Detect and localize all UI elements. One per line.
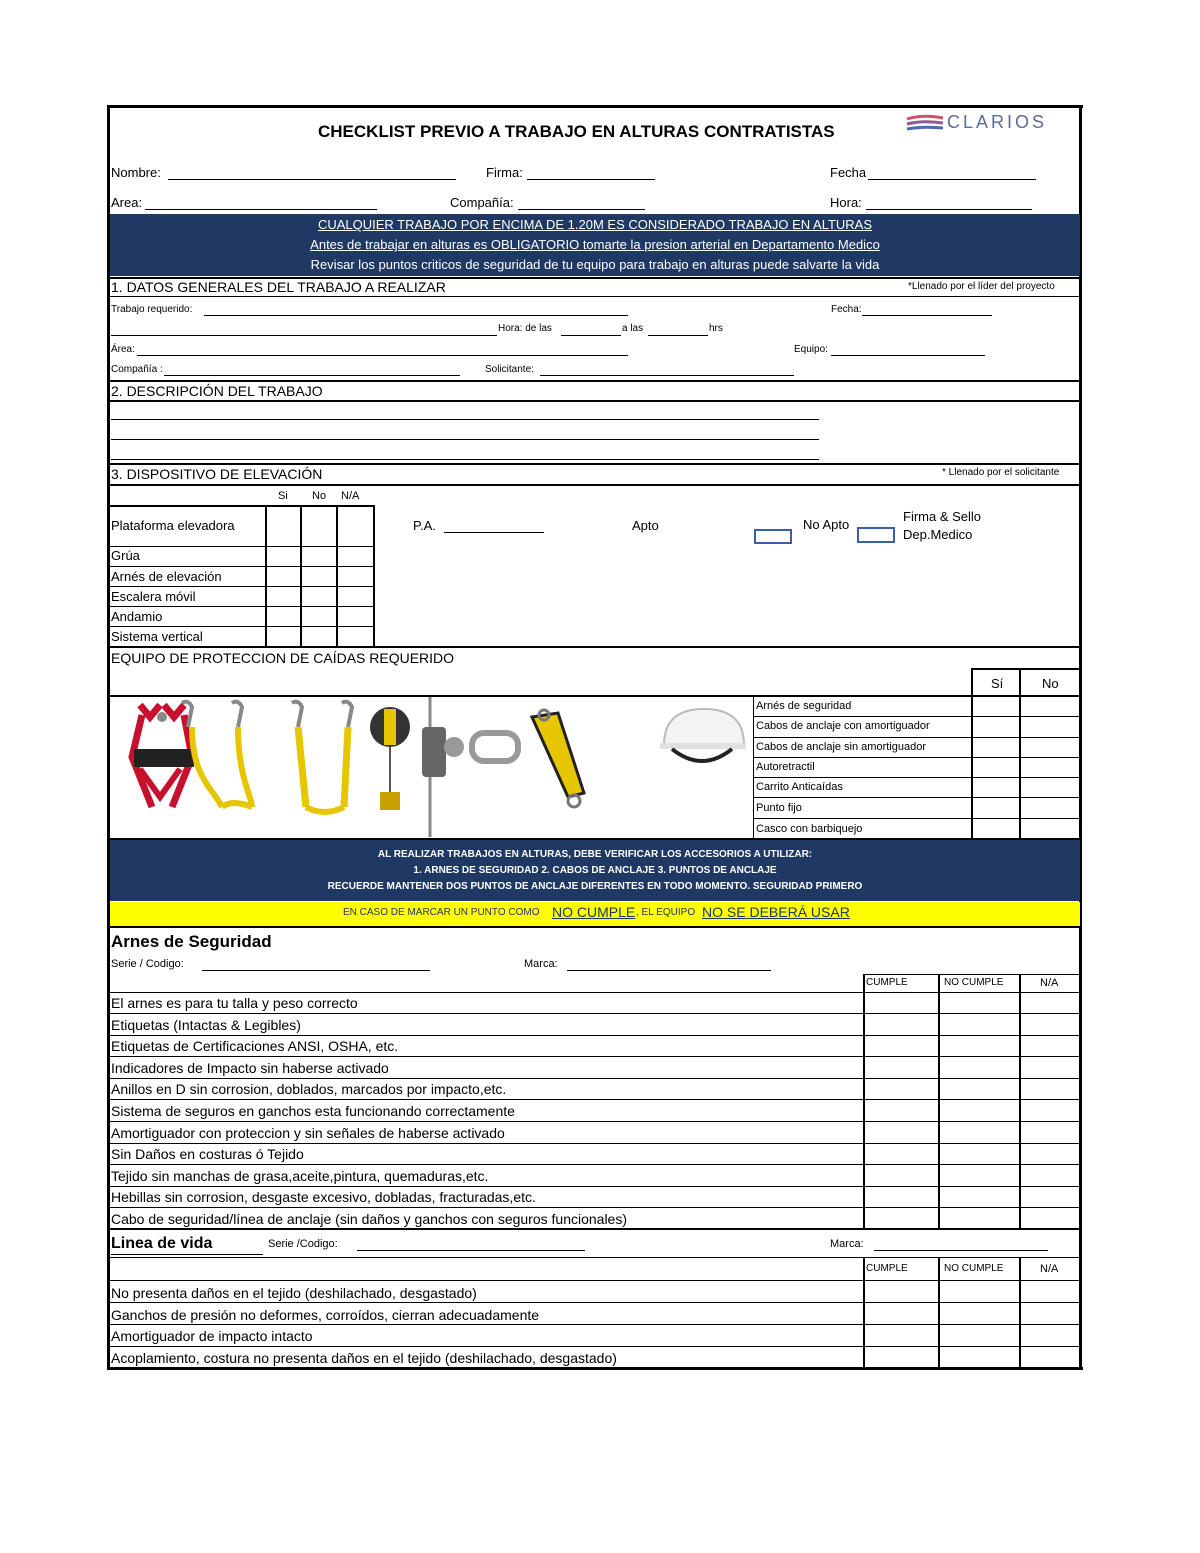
elev-item-plataforma: Plataforma elevadora bbox=[111, 518, 235, 533]
divider bbox=[107, 926, 1082, 928]
linea-col-no-cumple: NO CUMPLE bbox=[944, 1263, 1004, 1274]
equipo-item-arnes: Arnés de seguridad bbox=[756, 700, 852, 712]
divider bbox=[110, 546, 374, 547]
divider bbox=[1019, 1257, 1021, 1368]
elev-item-grua: Grúa bbox=[111, 548, 140, 563]
arnes-item: Anillos en D sin corrosion, doblados, marcados por impacto,etc. bbox=[111, 1081, 507, 1097]
divider bbox=[373, 505, 375, 646]
clarios-logo-text: CLARIOS bbox=[947, 112, 1048, 132]
firma-field[interactable] bbox=[527, 179, 655, 180]
arnes-item: El arnes es para tu talla y peso correcto bbox=[111, 995, 358, 1011]
divider bbox=[753, 777, 1081, 778]
fecha-field[interactable] bbox=[868, 179, 1036, 180]
arnes-item: Etiquetas de Certificaciones ANSI, OSHA, etc. bbox=[111, 1038, 399, 1054]
fall-protection-equipment-illustration bbox=[112, 697, 752, 837]
linea-col-na: N/A bbox=[1040, 1263, 1059, 1275]
hora-de-label: Hora: de las bbox=[498, 323, 552, 334]
arnes-item: Etiquetas (Intactas & Legibles) bbox=[111, 1017, 301, 1033]
linea-serie-label: Serie /Codigo: bbox=[268, 1238, 338, 1250]
divider bbox=[971, 696, 973, 838]
linea-item: Amortiguador de impacto intacto bbox=[111, 1328, 313, 1344]
nombre-field[interactable] bbox=[168, 179, 456, 180]
warning-mid: , EL EQUIPO bbox=[636, 907, 696, 918]
arnes-item: Amortiguador con proteccion y sin señales de haberse activado bbox=[111, 1125, 505, 1141]
arnes-col-cumple: CUMPLE bbox=[866, 977, 908, 988]
form-border-left bbox=[107, 105, 110, 1370]
banner2-line-1: AL REALIZAR TRABAJOS EN ALTURAS, DEBE VERIFICAR LOS ACCESORIOS A UTILIZAR: bbox=[377, 849, 813, 860]
elev-item-sistema: Sistema vertical bbox=[111, 629, 203, 644]
firma-sello-label: Firma & Sello bbox=[903, 509, 982, 524]
rope-grab-icon bbox=[422, 697, 464, 837]
banner-line-3: Revisar los puntos criticos de seguridad de tu equipo para trabajo en alturas puede salvarte la vida bbox=[310, 257, 880, 272]
clarios-logo-icon bbox=[905, 113, 945, 133]
divider bbox=[107, 463, 1082, 465]
divider bbox=[107, 296, 1082, 297]
banner-line-1: CUALQUIER TRABAJO POR ENCIMA DE 1.20M ES CONSIDERADO TRABAJO EN ALTURAS bbox=[317, 217, 873, 232]
divider bbox=[110, 606, 374, 607]
hrs-label: hrs bbox=[709, 323, 723, 334]
nombre-label: Nombre: bbox=[111, 165, 161, 180]
divider bbox=[107, 484, 1082, 486]
divider bbox=[863, 1257, 865, 1368]
elev-item-escalera: Escalera móvil bbox=[111, 589, 196, 604]
equipo-item-cabos-sin: Cabos de anclaje sin amortiguador bbox=[756, 741, 926, 753]
section3-title: 3. DISPOSITIVO DE ELEVACIÓN bbox=[111, 466, 323, 482]
banner2-line-3: RECUERDE MANTENER DOS PUNTOS DE ANCLAJE DIFERENTES EN TODO MOMENTO. SEGURIDAD PRIMERO bbox=[327, 881, 863, 892]
divider bbox=[336, 505, 338, 646]
linea-marca-label: Marca: bbox=[830, 1238, 864, 1250]
arnes-serie-field[interactable] bbox=[202, 970, 430, 971]
linea-item: Ganchos de presión no deformes, corroídos, cierran adecuadamente bbox=[111, 1307, 540, 1323]
equipo-item-casco: Casco con barbiquejo bbox=[756, 823, 863, 835]
elev-col-no: No bbox=[312, 490, 327, 502]
divider bbox=[753, 696, 754, 838]
hora-de-field[interactable] bbox=[561, 335, 621, 336]
linea-item: Acoplamiento, costura no presenta daños en el tejido (deshilachado, desgastado) bbox=[111, 1350, 617, 1366]
divider bbox=[1019, 696, 1021, 838]
divider bbox=[110, 1143, 1081, 1144]
warning-no-cumple: NO CUMPLE bbox=[552, 904, 636, 920]
divider bbox=[107, 1228, 1082, 1230]
banner-line-2: Antes de trabajar en alturas es OBLIGATORIO tomarte la presion arterial en Departamento Medico bbox=[310, 237, 880, 252]
trabajo-field-2[interactable] bbox=[111, 335, 497, 336]
section1-title: 1. DATOS GENERALES DEL TRABAJO A REALIZAR bbox=[111, 279, 446, 295]
section2-title: 2. DESCRIPCIÓN DEL TRABAJO bbox=[111, 383, 323, 399]
divider bbox=[110, 1302, 1081, 1303]
elev-col-si: Si bbox=[278, 490, 288, 502]
pa-label: P.A. bbox=[413, 518, 436, 533]
apto-checkbox[interactable] bbox=[754, 529, 792, 544]
section3-note: * Llenado por el solicitante bbox=[942, 467, 1060, 478]
arnes-title: Arnes de Seguridad bbox=[111, 932, 272, 951]
no-cumple-warning bbox=[110, 902, 1080, 926]
linea-marca-field[interactable] bbox=[874, 1250, 1048, 1251]
divider bbox=[971, 668, 1082, 670]
area-field[interactable] bbox=[145, 209, 377, 210]
equipo-item-carrito: Carrito Anticaídas bbox=[756, 781, 843, 793]
form-border-bottom bbox=[107, 1367, 1083, 1370]
divider bbox=[753, 737, 1081, 738]
descripcion-line-1[interactable] bbox=[111, 419, 819, 420]
linea-col-cumple: CUMPLE bbox=[866, 1263, 908, 1274]
no-apto-label: No Apto bbox=[803, 517, 850, 532]
a-las-label: a las bbox=[622, 323, 644, 334]
divider bbox=[110, 1078, 1081, 1079]
arnes-item: Hebillas sin corrosion, desgaste excesivo, dobladas, fracturadas,etc. bbox=[111, 1189, 536, 1205]
trabajo-label: Trabajo requerido: bbox=[111, 304, 193, 315]
carabiner-icon bbox=[472, 733, 518, 761]
divider bbox=[110, 1013, 1081, 1014]
equipo-field[interactable] bbox=[831, 355, 985, 356]
equipo-col-no: No bbox=[1042, 676, 1059, 691]
arnes-serie-label: Serie / Codigo: bbox=[111, 958, 184, 970]
divider bbox=[753, 818, 1081, 819]
divider bbox=[110, 992, 1081, 993]
divider bbox=[265, 505, 267, 646]
divider bbox=[864, 974, 1081, 975]
equipo-item-cabos-con: Cabos de anclaje con amortiguador bbox=[756, 720, 930, 732]
divider bbox=[110, 505, 374, 507]
compania-field[interactable] bbox=[518, 209, 645, 210]
divider bbox=[107, 646, 1082, 648]
divider bbox=[753, 797, 1081, 798]
fecha1-label: Fecha: bbox=[831, 304, 862, 315]
divider bbox=[110, 1257, 1081, 1258]
compania1-label: Compañía : bbox=[111, 364, 163, 375]
equipo-item-autoretractil: Autoretractil bbox=[756, 761, 815, 773]
divider bbox=[753, 757, 1081, 758]
divider bbox=[107, 400, 1082, 402]
arnes-item: Indicadores de Impacto sin haberse activado bbox=[111, 1060, 389, 1076]
a-las-field[interactable] bbox=[648, 335, 708, 336]
self-retracting-lifeline-icon bbox=[370, 707, 410, 810]
arnes-marca-field[interactable] bbox=[567, 970, 771, 971]
area1-label: Área: bbox=[111, 344, 135, 355]
divider bbox=[110, 1164, 1081, 1165]
divider bbox=[110, 566, 374, 567]
compania1-field[interactable] bbox=[164, 375, 460, 376]
helmet-icon bbox=[660, 709, 746, 761]
divider bbox=[753, 716, 1081, 717]
linea-item: No presenta daños en el tejido (deshilachado, desgastado) bbox=[111, 1285, 477, 1301]
pa-field[interactable] bbox=[444, 532, 544, 533]
compania-label: Compañía: bbox=[450, 195, 514, 210]
solicitante-label: Solicitante: bbox=[485, 364, 534, 375]
divider bbox=[110, 1186, 1081, 1187]
banner2-line-2: 1. ARNES DE SEGURIDAD 2. CABOS DE ANCLAJE 3. PUNTOS DE ANCLAJE bbox=[413, 865, 777, 876]
warning-pre: EN CASO DE MARCAR UN PUNTO COMO bbox=[343, 907, 540, 918]
elev-col-na: N/A bbox=[341, 490, 360, 502]
divider bbox=[110, 1121, 1081, 1122]
firma-label: Firma: bbox=[486, 165, 523, 180]
divider bbox=[110, 1324, 1081, 1325]
page-title: CHECKLIST PREVIO A TRABAJO EN ALTURAS CONTRATISTAS bbox=[318, 122, 835, 141]
form-border-top bbox=[107, 105, 1083, 108]
arnes-marca-label: Marca: bbox=[524, 958, 558, 970]
anchor-strap-icon bbox=[532, 710, 584, 807]
linea-serie-field[interactable] bbox=[357, 1250, 585, 1251]
solicitante-field[interactable] bbox=[540, 375, 794, 376]
divider bbox=[110, 586, 374, 587]
dep-medico-label: Dep.Medico bbox=[903, 527, 973, 542]
divider bbox=[971, 668, 973, 696]
divider bbox=[110, 1207, 1081, 1208]
arnes-col-na: N/A bbox=[1040, 977, 1059, 989]
divider bbox=[110, 1346, 1081, 1347]
double-lanyard-icon bbox=[292, 702, 352, 812]
divider bbox=[111, 1254, 263, 1255]
trabajo-field[interactable] bbox=[204, 315, 628, 316]
divider bbox=[110, 1056, 1081, 1057]
descripcion-line-2[interactable] bbox=[111, 439, 819, 440]
warning-banner-top bbox=[110, 214, 1080, 276]
section1-note: *Llenado por el líder del proyecto bbox=[908, 281, 1055, 292]
area-label: Area: bbox=[111, 195, 143, 210]
equipo-col-si: Sí bbox=[991, 676, 1004, 691]
equipo-label: Equipo: bbox=[794, 344, 828, 355]
elev-item-arnes: Arnés de elevación bbox=[111, 569, 222, 584]
warning-banner-accessories bbox=[110, 840, 1080, 901]
divider bbox=[107, 380, 1082, 382]
arnes-item: Sistema de seguros en ganchos esta funcionando correctamente bbox=[111, 1103, 515, 1119]
elev-item-andamio: Andamio bbox=[111, 609, 163, 624]
divider bbox=[938, 1257, 940, 1368]
divider bbox=[300, 505, 302, 646]
divider bbox=[110, 1099, 1081, 1100]
hora-label: Hora: bbox=[830, 195, 862, 210]
lanyard-with-shock-absorber-icon bbox=[182, 702, 252, 807]
divider bbox=[110, 626, 374, 627]
divider bbox=[110, 1035, 1081, 1036]
no-apto-checkbox[interactable] bbox=[857, 527, 895, 543]
arnes-item: Sin Daños en costuras ó Tejido bbox=[111, 1146, 304, 1162]
descripcion-line-3[interactable] bbox=[111, 459, 819, 460]
equipo-item-punto-fijo: Punto fijo bbox=[756, 802, 802, 814]
equipo-title: EQUIPO DE PROTECCION DE CAÍDAS REQUERIDO bbox=[111, 650, 455, 666]
harness-icon bbox=[132, 705, 194, 807]
arnes-item: Cabo de seguridad/línea de anclaje (sin daños y ganchos con seguros funcionales) bbox=[111, 1211, 628, 1227]
fecha-label: Fecha bbox=[830, 165, 867, 180]
warning-no-usar: NO SE DEBERÁ USAR bbox=[702, 904, 850, 920]
arnes-item: Tejido sin manchas de grasa,aceite,pintura, quemaduras,etc. bbox=[111, 1168, 489, 1184]
divider bbox=[1019, 668, 1021, 696]
fecha1-field[interactable] bbox=[862, 315, 992, 316]
arnes-col-no-cumple: NO CUMPLE bbox=[944, 977, 1004, 988]
divider bbox=[110, 1280, 1081, 1281]
apto-label: Apto bbox=[632, 518, 659, 533]
hora-field[interactable] bbox=[866, 209, 1032, 210]
linea-title: Linea de vida bbox=[111, 1235, 213, 1252]
area1-field[interactable] bbox=[137, 355, 628, 356]
